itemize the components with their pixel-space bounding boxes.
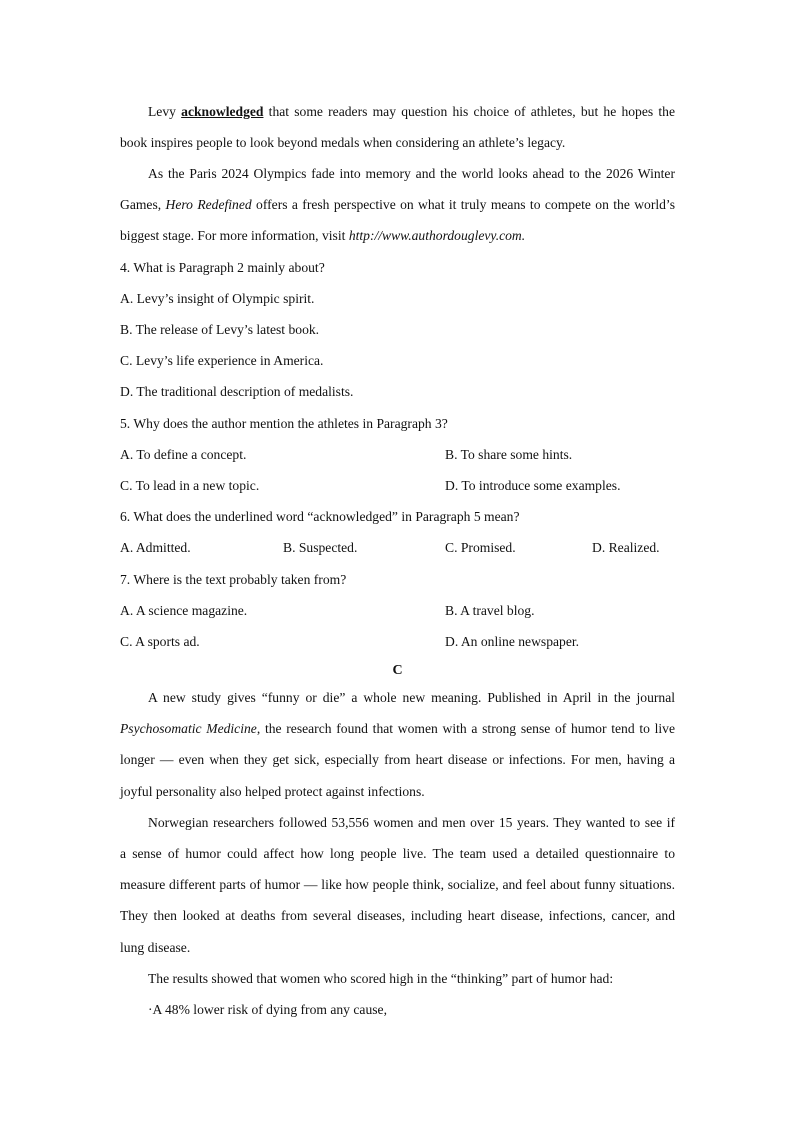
q4-option-d: D. The traditional description of medalists. bbox=[120, 384, 354, 399]
underlined-word: acknowledged bbox=[181, 104, 264, 119]
c-paragraph-1-line-3: longer — even when they get sick, especially from heart disease or infections. For men, having a bbox=[120, 752, 675, 767]
journal-title: Psychosomatic Medicine bbox=[120, 721, 257, 736]
book-title: Hero Redefined bbox=[165, 197, 252, 212]
q6-option-b: B. Suspected. bbox=[283, 540, 358, 555]
q5-option-d: D. To introduce some examples. bbox=[445, 478, 621, 493]
paragraph-5-line-2: book inspires people to look beyond medals when considering an athlete’s legacy. bbox=[120, 135, 566, 150]
c-paragraph-2-line-5: lung disease. bbox=[120, 940, 191, 955]
c-paragraph-2-line-2: a sense of humor could affect how long people live. The team used a detailed questionnaire to bbox=[120, 846, 675, 861]
question-7: 7. Where is the text probably taken from? bbox=[120, 572, 347, 587]
q7-option-b: B. A travel blog. bbox=[445, 603, 535, 618]
q6-option-c: C. Promised. bbox=[445, 540, 516, 555]
c-paragraph-2-line-3: measure different parts of humor — like how people think, socialize, and feel about funny situations. bbox=[120, 877, 675, 892]
q5-option-b: B. To share some hints. bbox=[445, 447, 573, 462]
paragraph-5-line-1: Levy acknowledged that some readers may question his choice of athletes, but he hopes the bbox=[148, 104, 675, 119]
question-4: 4. What is Paragraph 2 mainly about? bbox=[120, 260, 325, 275]
paragraph-6-line-1: As the Paris 2024 Olympics fade into memory and the world looks ahead to the 2026 Winter bbox=[148, 166, 675, 181]
q4-option-b: B. The release of Levy’s latest book. bbox=[120, 322, 320, 337]
paragraph-6-line-2: Games, Hero Redefined offers a fresh perspective on what it truly means to compete on the world’s bbox=[120, 197, 676, 212]
paragraph-6-line-3: biggest stage. For more information, visit http://www.authordouglevy.com. bbox=[120, 228, 526, 243]
bullet-item: ·A 48% lower risk of dying from any cause, bbox=[148, 1002, 387, 1017]
question-6: 6. What does the underlined word “acknowledged” in Paragraph 5 mean? bbox=[120, 509, 520, 524]
passage-heading: C bbox=[392, 663, 403, 678]
q4-option-a: A. Levy’s insight of Olympic spirit. bbox=[120, 291, 315, 306]
q6-option-d: D. Realized. bbox=[592, 540, 660, 555]
website-url: http://www.authordouglevy.com. bbox=[348, 228, 526, 243]
question-5: 5. Why does the author mention the athletes in Paragraph 3? bbox=[120, 416, 448, 431]
c-paragraph-1-line-4: joyful personality also helped protect against infections. bbox=[120, 784, 425, 799]
q6-option-a: A. Admitted. bbox=[120, 540, 191, 555]
c-paragraph-2-line-1: Norwegian researchers followed 53,556 women and men over 15 years. They wanted to see if bbox=[148, 815, 675, 830]
c-paragraph-1-line-1: A new study gives “funny or die” a whole new meaning. Published in April in the journal bbox=[148, 690, 675, 705]
q7-option-d: D. An online newspaper. bbox=[445, 634, 580, 649]
q5-option-a: A. To define a concept. bbox=[120, 447, 247, 462]
c-paragraph-3-line-1: The results showed that women who scored high in the “thinking” part of humor had: bbox=[148, 971, 614, 986]
q7-option-c: C. A sports ad. bbox=[120, 634, 200, 649]
c-paragraph-1-line-2: Psychosomatic Medicine, the research found that women with a strong sense of humor tend to live bbox=[120, 721, 675, 736]
c-paragraph-2-line-4: They then looked at deaths from several diseases, including heart disease, infections, cancer, and bbox=[120, 908, 675, 923]
q4-option-c: C. Levy’s life experience in America. bbox=[120, 353, 324, 368]
q7-option-a: A. A science magazine. bbox=[120, 603, 248, 618]
q5-option-c: C. To lead in a new topic. bbox=[120, 478, 260, 493]
